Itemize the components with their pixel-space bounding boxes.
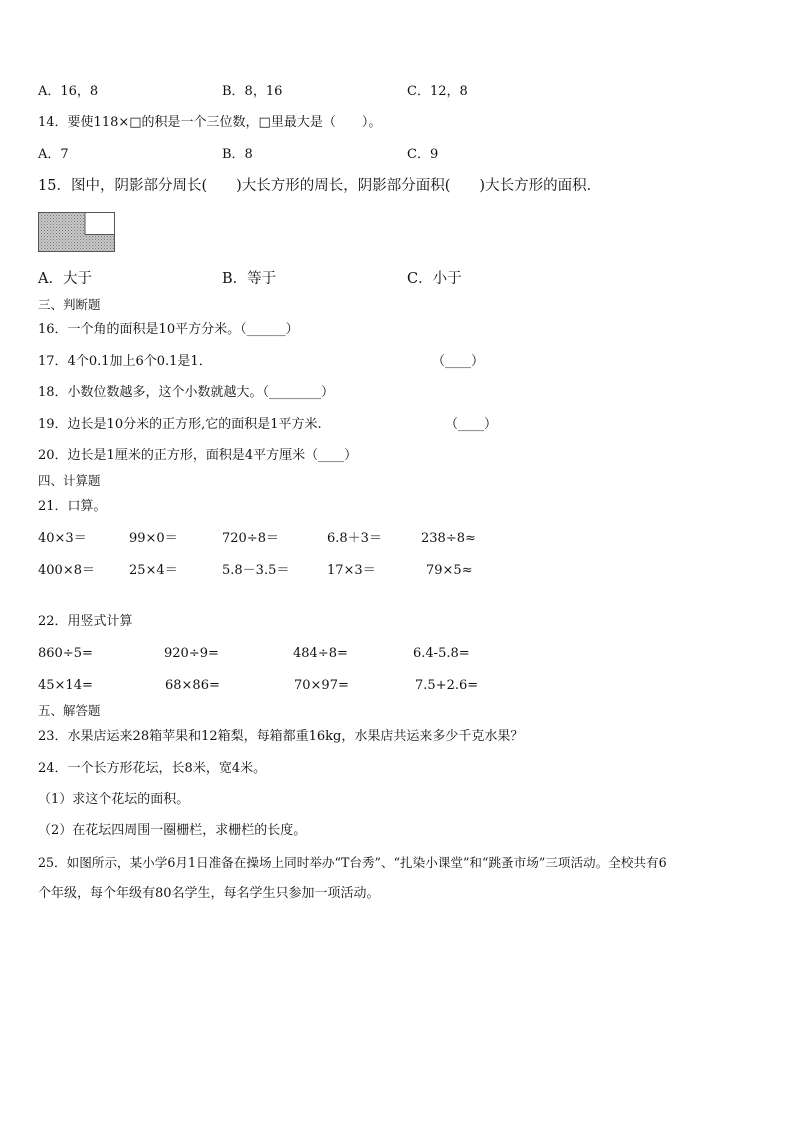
- q25-line-1: 25．如图所示，某小学6月1日准备在操场上同时举办“T台秀”、“扎染小课堂”和“跳蚤市场”三项活动。全校共有6: [38, 855, 667, 870]
- q22-item: 68×86=: [165, 678, 220, 693]
- q15-option-a: A．大于: [38, 271, 92, 287]
- section-4-heading: 四、计算题: [38, 473, 101, 488]
- q21-item: 720÷8＝: [222, 531, 279, 546]
- q15-option-b: B．等于: [222, 271, 277, 287]
- q13-option-c: C．12，8: [407, 84, 468, 99]
- q21-item: 17×3＝: [327, 563, 376, 578]
- q17-stem: 17．4个0.1加上6个0.1是1．: [38, 354, 212, 369]
- section-3-heading: 三、判断题: [38, 297, 101, 312]
- q13-option-a: A．16，8: [38, 84, 99, 99]
- q22-item: 45×14=: [38, 678, 93, 693]
- q21-item: 5.8－3.5＝: [222, 563, 290, 578]
- q22-item: 70×97=: [294, 678, 349, 693]
- q21-title: 21．口算。: [38, 499, 107, 514]
- q14-stem: 14．要使118×□的积是一个三位数，□里最大是（ ）。: [38, 115, 382, 130]
- q21-item: 79×5≈: [426, 563, 473, 578]
- q20: 20．边长是1厘米的正方形，面积是4平方厘米（____）: [38, 448, 358, 463]
- q21-item: 6.8＋3＝: [327, 531, 382, 546]
- q22-title: 22．用竖式计算: [38, 614, 133, 629]
- q22-item: 6.4-5.8=: [413, 646, 470, 661]
- q15-stem: 15．图中，阴影部分周长( )大长方形的周长，阴影部分面积( )大长方形的面积．: [38, 178, 602, 194]
- q14-option-c: C．9: [407, 147, 439, 162]
- q25-line-2: 个年级，每个年级有80名学生，每名学生只参加一项活动。: [38, 886, 380, 901]
- q24-part-1: （1）求这个花坛的面积。: [38, 792, 190, 807]
- q19-stem: 19．边长是10分米的正方形,它的面积是1平方米.: [38, 417, 322, 432]
- q14-option-b: B．8: [222, 147, 253, 162]
- q15-shaded-rectangle-figure: [38, 212, 115, 252]
- q21-item: 40×3＝: [38, 531, 87, 546]
- q14-option-a: A．7: [38, 147, 69, 162]
- q21-item: 99×0＝: [129, 531, 178, 546]
- q21-item: 25×4＝: [129, 563, 178, 578]
- q22-item: 920÷9=: [164, 646, 219, 661]
- q22-item: 7.5+2.6=: [415, 678, 479, 693]
- q21-item: 400×8＝: [38, 563, 95, 578]
- section-5-heading: 五、解答题: [38, 703, 101, 718]
- q24-stem: 24．一个长方形花坛，长8米，宽4米。: [38, 761, 267, 776]
- q21-item: 238÷8≈: [421, 531, 476, 546]
- q22-item: 484÷8=: [293, 646, 348, 661]
- q18: 18．小数位数越多，这个小数就越大。（________）: [38, 385, 335, 400]
- q22-item: 860÷5=: [38, 646, 93, 661]
- q17-blank: （____）: [432, 354, 485, 369]
- q16: 16．一个角的面积是10平方分米。（______）: [38, 322, 299, 337]
- q15-option-c: C．小于: [407, 271, 462, 287]
- q23: 23．水果店运来28箱苹果和12箱梨，每箱都重16kg，水果店共运来多少千克水果？: [38, 729, 524, 744]
- q13-option-b: B．8，16: [222, 84, 283, 99]
- q19-blank: （____）: [445, 417, 498, 432]
- q24-part-2: （2）在花坛四周围一圈栅栏，求栅栏的长度。: [38, 823, 307, 838]
